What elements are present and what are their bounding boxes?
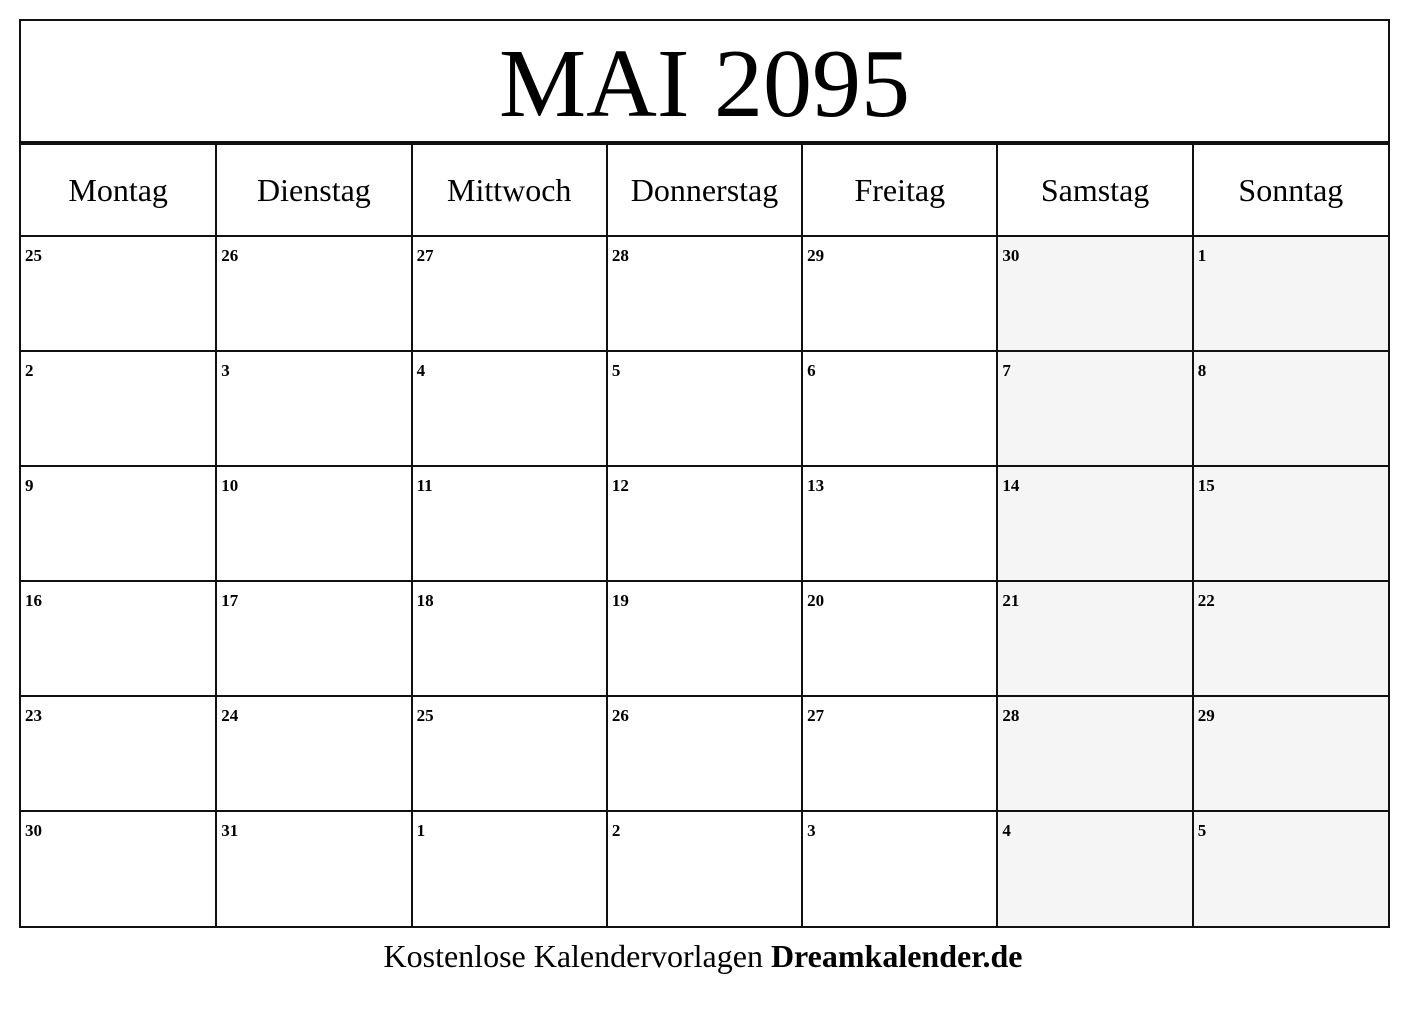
weekday-friday: Freitag	[802, 144, 997, 236]
day-cell	[997, 351, 1192, 466]
day-number: 5	[611, 361, 621, 380]
day-cell	[21, 236, 216, 351]
day-cell	[21, 581, 216, 696]
day-cell	[802, 236, 997, 351]
day-cell	[21, 811, 216, 926]
day-cell	[412, 581, 607, 696]
day-number: 22	[1197, 591, 1215, 610]
weekday-wednesday: Mittwoch	[412, 144, 607, 236]
day-number: 8	[1197, 361, 1207, 380]
day-number: 27	[416, 246, 434, 265]
day-cell	[607, 581, 802, 696]
day-number: 28	[611, 246, 629, 265]
day-number: 17	[221, 591, 239, 610]
day-cell	[216, 811, 411, 926]
footer-text: Kostenlose Kalendervorlagen	[383, 938, 763, 974]
calendar-title: MAI 2095	[498, 30, 911, 138]
weekday-monday: Montag	[21, 144, 216, 236]
day-cell	[1193, 351, 1388, 466]
day-cell	[21, 466, 216, 581]
day-cell	[216, 351, 411, 466]
day-cell	[802, 581, 997, 696]
day-cell	[607, 236, 802, 351]
day-number: 29	[1197, 706, 1215, 725]
day-number: 18	[416, 591, 434, 610]
day-number: 26	[221, 246, 239, 265]
calendar-grid	[21, 143, 1388, 926]
day-number: 23	[25, 706, 42, 725]
day-number: 1	[416, 821, 426, 840]
day-number: 14	[1002, 476, 1020, 495]
day-cell	[412, 696, 607, 811]
day-number: 15	[1197, 476, 1215, 495]
day-number: 30	[25, 821, 42, 840]
week-row	[21, 351, 1388, 466]
day-number: 7	[1002, 361, 1011, 380]
day-number: 29	[807, 246, 825, 265]
day-number: 31	[221, 821, 239, 840]
day-cell	[607, 466, 802, 581]
day-number: 3	[807, 821, 816, 840]
day-cell	[997, 581, 1192, 696]
day-number: 4	[416, 361, 426, 380]
day-cell	[21, 351, 216, 466]
day-cell	[997, 696, 1192, 811]
day-cell	[412, 351, 607, 466]
day-number: 28	[1002, 706, 1020, 725]
day-cell	[607, 811, 802, 926]
day-number: 24	[221, 706, 239, 725]
day-cell	[412, 236, 607, 351]
day-cell	[21, 696, 216, 811]
day-cell	[802, 351, 997, 466]
day-cell	[1193, 581, 1388, 696]
day-number: 25	[25, 246, 42, 265]
day-cell	[997, 811, 1192, 926]
day-cell	[412, 466, 607, 581]
day-cell	[802, 466, 997, 581]
day-cell	[607, 696, 802, 811]
week-row	[21, 811, 1388, 926]
day-cell	[802, 811, 997, 926]
weekday-tuesday: Dienstag	[216, 144, 411, 236]
day-number: 6	[807, 361, 816, 380]
day-number: 30	[1002, 246, 1020, 265]
day-number: 4	[1002, 821, 1011, 840]
day-cell	[1193, 696, 1388, 811]
weekday-header-row	[21, 144, 1388, 236]
day-number: 27	[807, 706, 825, 725]
day-number: 19	[611, 591, 629, 610]
day-cell	[1193, 236, 1388, 351]
footer	[0, 938, 1406, 975]
day-number: 12	[611, 476, 629, 495]
day-number: 5	[1197, 821, 1207, 840]
day-cell	[997, 466, 1192, 581]
day-cell	[997, 236, 1192, 351]
day-cell	[1193, 811, 1388, 926]
weekday-thursday: Donnerstag	[607, 144, 802, 236]
day-number: 3	[221, 361, 230, 380]
week-row	[21, 696, 1388, 811]
day-cell	[412, 811, 607, 926]
footer-brand: Dreamkalender.de	[770, 938, 1023, 974]
day-number: 25	[416, 706, 434, 725]
day-cell	[607, 351, 802, 466]
title-row	[21, 21, 1388, 143]
day-number: 20	[807, 591, 825, 610]
day-number: 13	[807, 476, 825, 495]
day-number: 11	[416, 476, 433, 495]
day-number: 10	[221, 476, 239, 495]
week-row	[21, 236, 1388, 351]
day-number: 1	[1197, 246, 1207, 265]
weekday-saturday: Samstag	[997, 144, 1192, 236]
week-row	[21, 581, 1388, 696]
day-cell	[216, 236, 411, 351]
day-cell	[216, 696, 411, 811]
day-cell	[216, 581, 411, 696]
calendar	[19, 19, 1390, 928]
day-number: 16	[25, 591, 42, 610]
day-number: 9	[25, 476, 34, 495]
day-number: 2	[25, 361, 34, 380]
weekday-sunday: Sonntag	[1193, 144, 1388, 236]
day-cell	[802, 696, 997, 811]
day-cell	[1193, 466, 1388, 581]
day-number: 26	[611, 706, 629, 725]
day-number: 2	[611, 821, 621, 840]
week-row	[21, 466, 1388, 581]
day-number: 21	[1002, 591, 1020, 610]
day-cell	[216, 466, 411, 581]
